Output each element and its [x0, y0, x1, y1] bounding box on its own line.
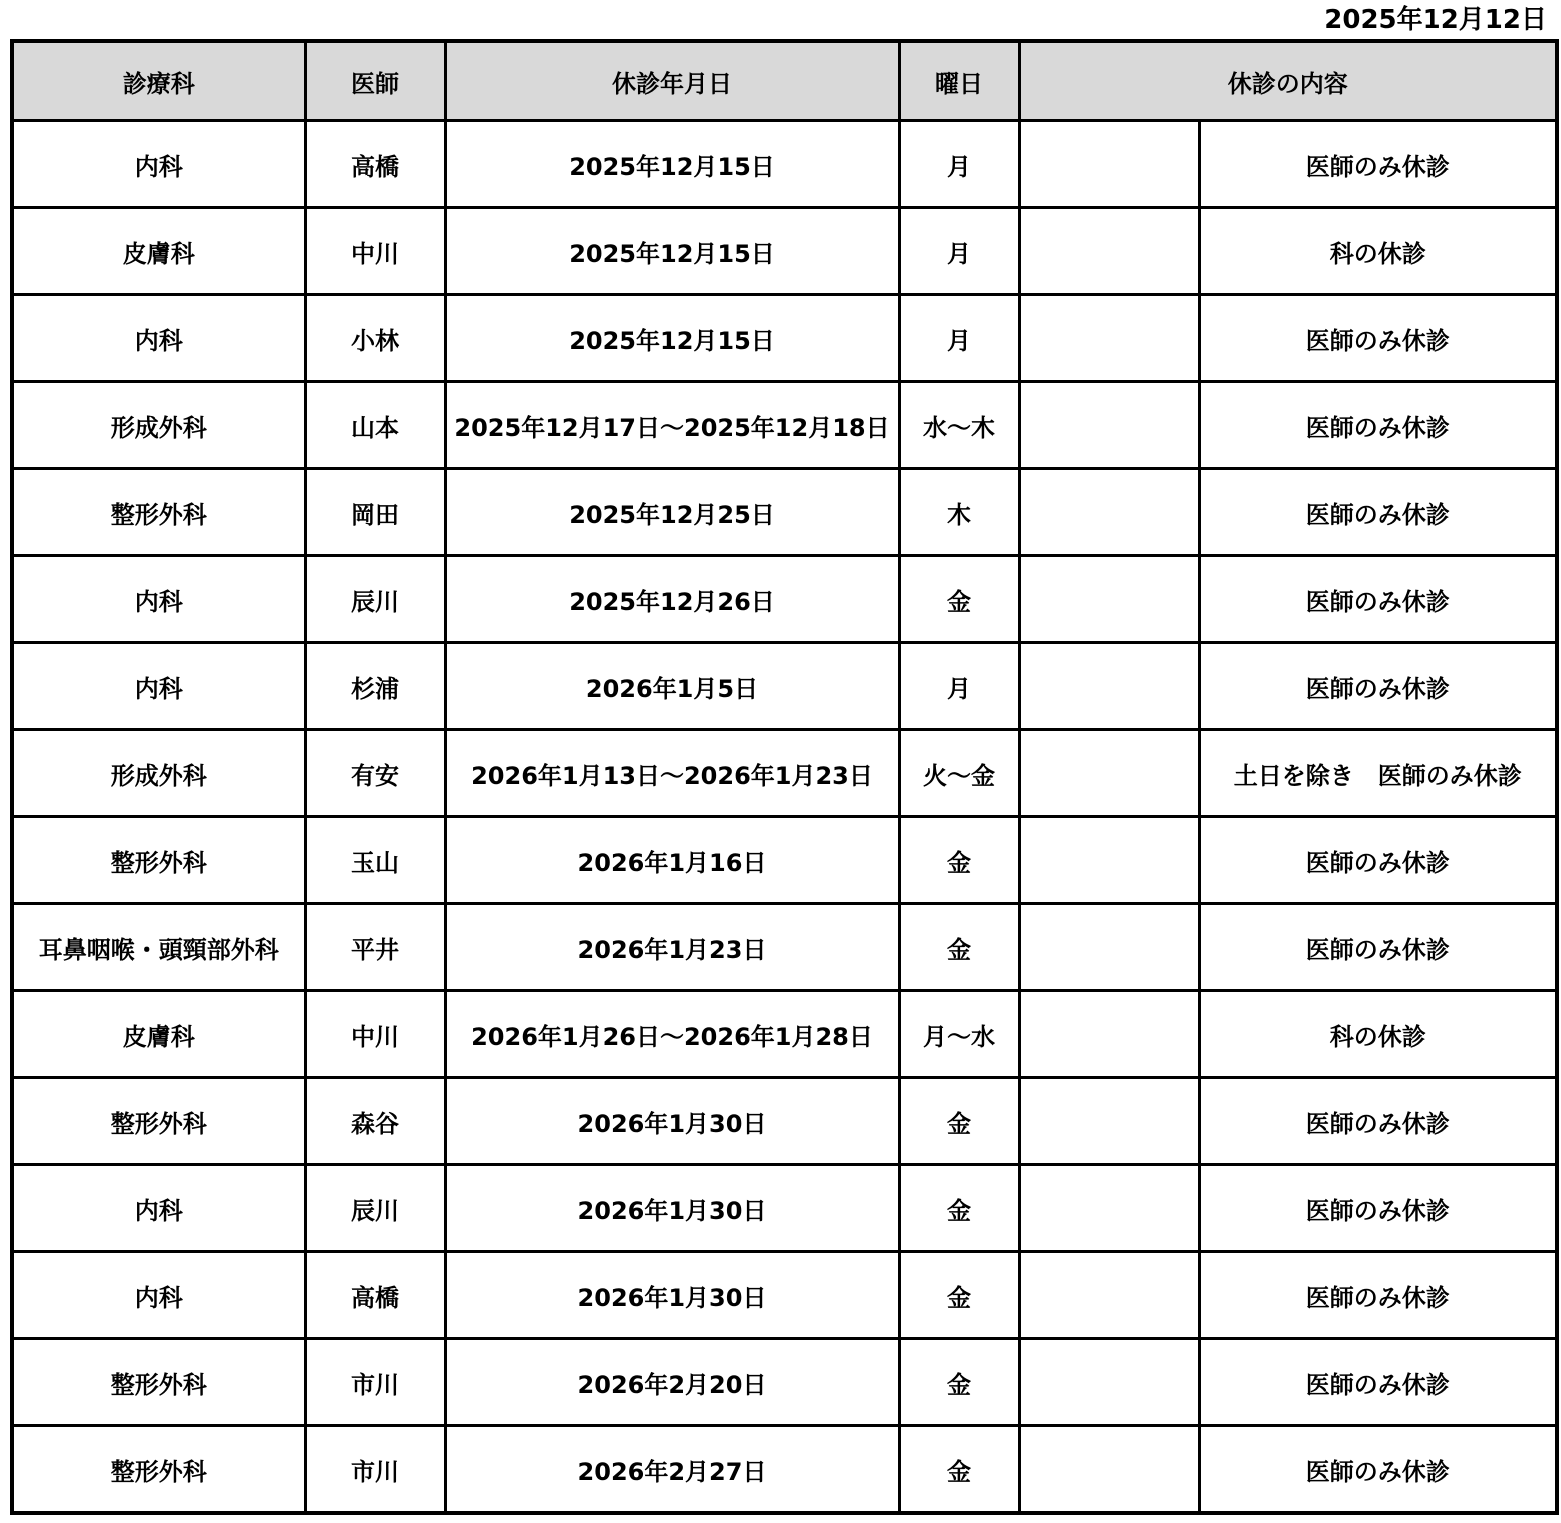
table-row — [12, 643, 1557, 730]
weekday-cell: 金 — [899, 556, 1019, 643]
department-cell: 内科 — [12, 556, 305, 643]
note-cell — [1019, 991, 1199, 1078]
note-cell — [1019, 121, 1199, 208]
closed-date-cell: 2026年2月20日 — [445, 1339, 899, 1426]
content-cell: 医師のみ休診 — [1199, 121, 1557, 208]
doctor-cell: 山本 — [305, 382, 445, 469]
table-row — [12, 469, 1557, 556]
header-department: 診療科 — [12, 41, 305, 121]
content-cell: 科の休診 — [1199, 208, 1557, 295]
department-cell: 内科 — [12, 295, 305, 382]
content-cell: 医師のみ休診 — [1199, 469, 1557, 556]
closed-date-cell: 2025年12月15日 — [445, 208, 899, 295]
content-cell: 土日を除き 医師のみ休診 — [1199, 730, 1557, 817]
doctor-cell: 玉山 — [305, 817, 445, 904]
note-cell — [1019, 1078, 1199, 1165]
closed-date-cell: 2026年1月23日 — [445, 904, 899, 991]
closed-date-cell: 2026年1月16日 — [445, 817, 899, 904]
weekday-cell: 金 — [899, 817, 1019, 904]
weekday-cell: 金 — [899, 1165, 1019, 1252]
doctor-cell: 森谷 — [305, 1078, 445, 1165]
table-row — [12, 1078, 1557, 1165]
content-cell: 医師のみ休診 — [1199, 556, 1557, 643]
content-cell: 医師のみ休診 — [1199, 817, 1557, 904]
department-cell: 形成外科 — [12, 730, 305, 817]
department-cell: 形成外科 — [12, 382, 305, 469]
header-closed-date: 休診年月日 — [445, 41, 899, 121]
closed-date-cell: 2026年1月30日 — [445, 1252, 899, 1339]
note-cell — [1019, 469, 1199, 556]
note-cell — [1019, 904, 1199, 991]
department-cell: 皮膚科 — [12, 208, 305, 295]
weekday-cell: 火～金 — [899, 730, 1019, 817]
doctor-cell: 杉浦 — [305, 643, 445, 730]
content-cell: 医師のみ休診 — [1199, 1426, 1557, 1514]
header-doctor: 医師 — [305, 41, 445, 121]
weekday-cell: 金 — [899, 1426, 1019, 1514]
note-cell — [1019, 643, 1199, 730]
weekday-cell: 月 — [899, 121, 1019, 208]
closed-date-cell: 2026年2月27日 — [445, 1426, 899, 1514]
department-cell: 整形外科 — [12, 817, 305, 904]
closed-date-cell: 2025年12月17日～2025年12月18日 — [445, 382, 899, 469]
closed-date-cell: 2026年1月5日 — [445, 643, 899, 730]
table-row — [12, 1252, 1557, 1339]
note-cell — [1019, 730, 1199, 817]
department-cell: 整形外科 — [12, 1339, 305, 1426]
table-row — [12, 817, 1557, 904]
note-cell — [1019, 1165, 1199, 1252]
closed-date-cell: 2026年1月26日～2026年1月28日 — [445, 991, 899, 1078]
department-cell: 整形外科 — [12, 1078, 305, 1165]
table-row — [12, 904, 1557, 991]
department-cell: 内科 — [12, 1165, 305, 1252]
weekday-cell: 月 — [899, 295, 1019, 382]
note-cell — [1019, 295, 1199, 382]
closure-schedule-table — [10, 39, 1559, 1515]
header-content: 休診の内容 — [1019, 41, 1557, 121]
closed-date-cell: 2025年12月15日 — [445, 121, 899, 208]
department-cell: 整形外科 — [12, 469, 305, 556]
doctor-cell: 高橋 — [305, 121, 445, 208]
document-date: 2025年12月12日 — [1324, 5, 1547, 35]
doctor-cell: 中川 — [305, 208, 445, 295]
content-cell: 科の休診 — [1199, 991, 1557, 1078]
table-body — [12, 121, 1557, 1514]
department-cell: 内科 — [12, 121, 305, 208]
content-cell: 医師のみ休診 — [1199, 295, 1557, 382]
weekday-cell: 金 — [899, 1339, 1019, 1426]
note-cell — [1019, 817, 1199, 904]
note-cell — [1019, 382, 1199, 469]
weekday-cell: 金 — [899, 904, 1019, 991]
doctor-cell: 辰川 — [305, 1165, 445, 1252]
content-cell: 医師のみ休診 — [1199, 1078, 1557, 1165]
weekday-cell: 月 — [899, 643, 1019, 730]
doctor-cell: 中川 — [305, 991, 445, 1078]
closed-date-cell: 2026年1月30日 — [445, 1078, 899, 1165]
note-cell — [1019, 556, 1199, 643]
department-cell: 整形外科 — [12, 1426, 305, 1514]
table-row — [12, 295, 1557, 382]
weekday-cell: 月 — [899, 208, 1019, 295]
doctor-cell: 岡田 — [305, 469, 445, 556]
content-cell: 医師のみ休診 — [1199, 1339, 1557, 1426]
weekday-cell: 水～木 — [899, 382, 1019, 469]
doctor-cell: 小林 — [305, 295, 445, 382]
content-cell: 医師のみ休診 — [1199, 904, 1557, 991]
note-cell — [1019, 1339, 1199, 1426]
table-row — [12, 121, 1557, 208]
table-row — [12, 730, 1557, 817]
weekday-cell: 金 — [899, 1078, 1019, 1165]
department-cell: 内科 — [12, 1252, 305, 1339]
weekday-cell: 木 — [899, 469, 1019, 556]
header-weekday: 曜日 — [899, 41, 1019, 121]
closed-date-cell: 2025年12月15日 — [445, 295, 899, 382]
table-row — [12, 1339, 1557, 1426]
content-cell: 医師のみ休診 — [1199, 643, 1557, 730]
closed-date-cell: 2026年1月13日～2026年1月23日 — [445, 730, 899, 817]
table-row — [12, 991, 1557, 1078]
weekday-cell: 月～水 — [899, 991, 1019, 1078]
doctor-cell: 平井 — [305, 904, 445, 991]
table-row — [12, 208, 1557, 295]
closed-date-cell: 2026年1月30日 — [445, 1165, 899, 1252]
table-row — [12, 1426, 1557, 1514]
content-cell: 医師のみ休診 — [1199, 1252, 1557, 1339]
table-row — [12, 556, 1557, 643]
department-cell: 耳鼻咽喉・頭頸部外科 — [12, 904, 305, 991]
note-cell — [1019, 1426, 1199, 1514]
department-cell: 皮膚科 — [12, 991, 305, 1078]
weekday-cell: 金 — [899, 1252, 1019, 1339]
note-cell — [1019, 208, 1199, 295]
doctor-cell: 高橋 — [305, 1252, 445, 1339]
closed-date-cell: 2025年12月25日 — [445, 469, 899, 556]
content-cell: 医師のみ休診 — [1199, 1165, 1557, 1252]
content-cell: 医師のみ休診 — [1199, 382, 1557, 469]
doctor-cell: 市川 — [305, 1426, 445, 1514]
doctor-cell: 市川 — [305, 1339, 445, 1426]
department-cell: 内科 — [12, 643, 305, 730]
table-row — [12, 382, 1557, 469]
header-row — [12, 41, 1557, 121]
doctor-cell: 辰川 — [305, 556, 445, 643]
table-row — [12, 1165, 1557, 1252]
note-cell — [1019, 1252, 1199, 1339]
doctor-cell: 有安 — [305, 730, 445, 817]
closed-date-cell: 2025年12月26日 — [445, 556, 899, 643]
